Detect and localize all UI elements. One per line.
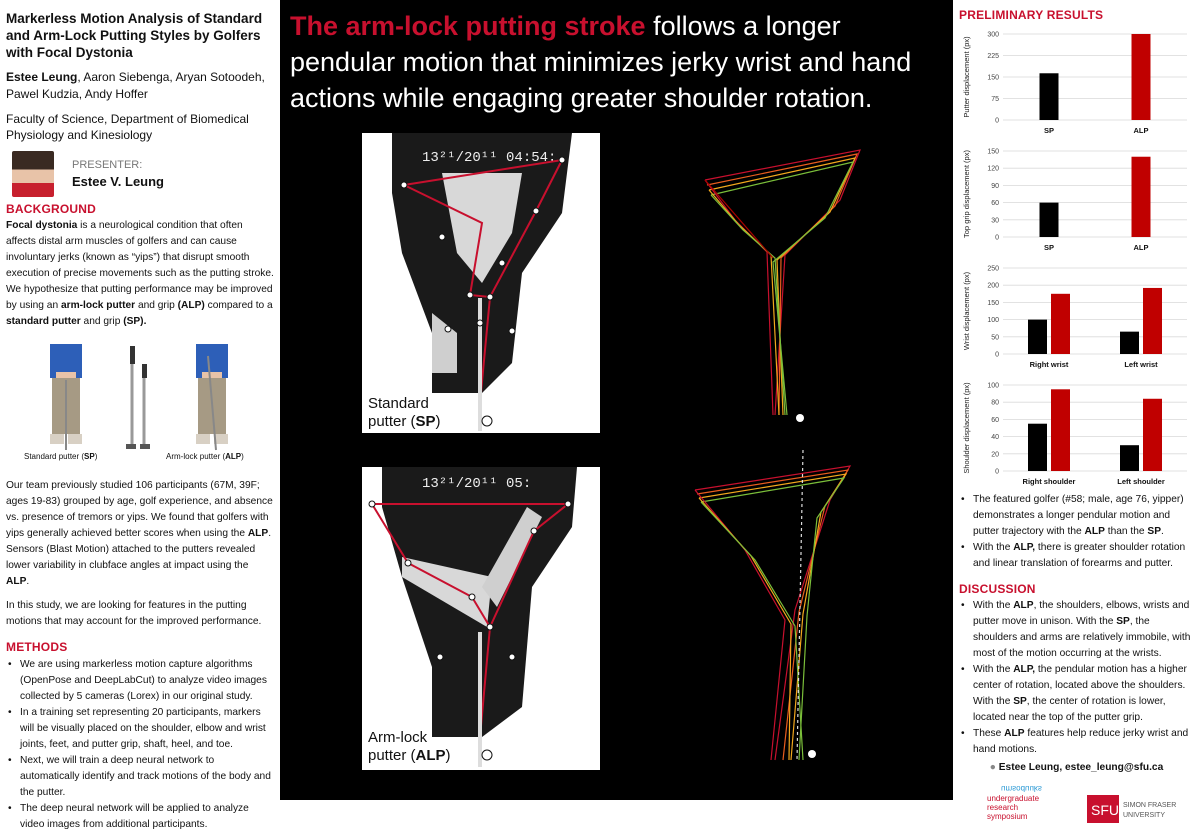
x-tick-label: ALP xyxy=(1133,243,1149,252)
r0-b1: ALP xyxy=(1084,526,1105,537)
methods-item: • We are using markerless motion capture algorithms (OpenPose and DeepLabCut) to analyze video images collected by 5 cameras (Lorex) in our original study. xyxy=(6,657,274,705)
results-item xyxy=(959,492,1194,540)
bg2-bold-1: ALP xyxy=(247,528,269,539)
r1-t1: With the xyxy=(973,542,1014,553)
contact-email[interactable]: Estee Leung, estee_leung@sfu.ca xyxy=(998,762,1164,773)
presenter-label: PRESENTER: xyxy=(72,159,143,171)
y-tick-label: 40 xyxy=(991,434,999,442)
bar xyxy=(1120,332,1139,354)
headline xyxy=(290,8,950,116)
putter-photos xyxy=(6,338,274,470)
caption-standard xyxy=(24,452,97,461)
armlock-putter-frame xyxy=(362,467,600,770)
sponsor-logos xyxy=(959,781,1194,831)
x-tick-label: Right shoulder xyxy=(1022,477,1076,486)
methods-item: • In a training set representing 20 participants, markers will be visually placed on the shoulder, elbow and wrist joints, feet, and putter grip, shaft, heel, and toe. xyxy=(6,705,274,753)
bar xyxy=(1120,445,1139,471)
co-authors: , Aaron Siebenga, Aryan Sotoodeh, Pawel Kudzia, Andy Hoffer xyxy=(6,70,265,101)
standard-trajectory-trace xyxy=(675,140,875,430)
background-paragraph-2 xyxy=(6,478,274,590)
y-tick-label: 100 xyxy=(987,317,999,325)
caption-sp-prefix: Standard putter ( xyxy=(24,452,85,461)
y-tick-label: 50 xyxy=(991,334,999,342)
person-icon: ● xyxy=(989,762,996,773)
sfu-name1: SIMON FRASER xyxy=(1123,802,1177,809)
presenter-photo xyxy=(12,151,54,197)
y-tick-label: 120 xyxy=(987,165,999,173)
poster-title: Markerless Motion Analysis of Standard and Arm-Lock Putting Styles by Golfers with Focal Dystonia xyxy=(6,11,263,60)
y-tick-label: 0 xyxy=(995,117,999,125)
headline-accent: The arm-lock putting stroke xyxy=(290,11,646,41)
bar xyxy=(1132,34,1151,120)
standard-skeleton-figure xyxy=(362,133,600,433)
d0-t2: , the shoulders, elbows, wrists and putter move in unison. With the xyxy=(973,600,1190,627)
d2-t2: features help reduce jerky wrist and hand motions. xyxy=(973,728,1189,755)
y-tick-label: 75 xyxy=(991,96,999,103)
golfer-armlock-photo xyxy=(182,342,242,454)
lead-author: Estee Leung xyxy=(6,70,78,84)
x-tick-label: SP xyxy=(1043,243,1055,252)
y-axis-label: Top grip displacement (px) xyxy=(962,150,971,238)
r0-b2: SP xyxy=(1147,526,1161,537)
bar xyxy=(1051,389,1070,471)
left-column xyxy=(0,0,280,830)
methods-list xyxy=(6,657,274,833)
term-sp: (SP). xyxy=(123,316,147,327)
r1-t2: there is greater shoulder rotation and linear translation of forearms and putter. xyxy=(973,542,1186,569)
bg2-text-2: . Sensors (Blast Motion) attached to the putters revealed lower variability in clubface angles at impact using the xyxy=(6,528,272,571)
x-tick-label: Right wrist xyxy=(1029,360,1069,369)
bar-chart xyxy=(959,256,1191,373)
standard-putter-frame xyxy=(362,133,600,433)
y-tick-label: 0 xyxy=(995,351,999,359)
d0-t3: , the shoulders and arms are relatively immobile, with most of the motion occurring at the wrists. xyxy=(973,616,1191,659)
bar-chart xyxy=(959,139,1191,256)
caption-alp-prefix: Arm-lock putter ( xyxy=(166,452,226,461)
term-alp: (ALP) xyxy=(177,300,205,311)
y-tick-label: 250 xyxy=(987,265,999,273)
r0-t2: than the xyxy=(1104,526,1148,537)
armlock-trajectory-trace xyxy=(685,440,885,770)
x-tick-label: SP xyxy=(1043,126,1055,135)
y-tick-label: 80 xyxy=(991,399,999,407)
putters-photo xyxy=(124,342,154,454)
y-tick-label: 225 xyxy=(987,53,999,60)
bar xyxy=(1143,399,1162,471)
d1-b2: SP xyxy=(1013,696,1027,707)
background-heading: BACKGROUND xyxy=(6,202,96,216)
urs-line1: undergraduate xyxy=(987,794,1040,803)
results-item xyxy=(959,540,1194,572)
d1-t1: With the xyxy=(973,664,1014,675)
x-tick-label: Left wrist xyxy=(1124,360,1158,369)
y-tick-label: 60 xyxy=(991,416,999,424)
timestamp-overlay: 13²¹/20¹¹ 04:54: xyxy=(422,150,557,166)
caption-sp-bold: SP xyxy=(84,452,95,461)
sfu-mark: SFU xyxy=(1091,802,1119,818)
sfu-name2: UNIVERSITY xyxy=(1123,812,1166,819)
results-charts xyxy=(959,22,1194,490)
discussion-heading: DISCUSSION xyxy=(959,582,1036,596)
x-tick-label: Left shoulder xyxy=(1117,477,1165,486)
discussion-list xyxy=(959,598,1194,758)
y-tick-label: 0 xyxy=(995,468,999,476)
methods-item: • Next, we will train a deep neural network to automatically identify and track motions of the body and the putter. xyxy=(6,753,274,801)
y-axis-label: Shoulder displacement (px) xyxy=(962,382,971,474)
d1-t3: , the center of rotation is lower, located near the top of the putter grip. xyxy=(973,696,1166,723)
bg-text-2: and grip xyxy=(135,300,178,311)
r0-t1: The featured golfer (#58; male, age 76, yipper) demonstrates a longer pendular motion and putter trajectory with the xyxy=(973,494,1184,537)
author-list xyxy=(6,69,274,103)
y-tick-label: 300 xyxy=(987,31,999,39)
term-focal-dystonia: Focal dystonia xyxy=(6,220,78,231)
discussion-item xyxy=(959,726,1194,758)
bar xyxy=(1040,203,1059,237)
urs-logo xyxy=(987,784,1042,821)
center-panel xyxy=(280,0,953,800)
d0-b2: SP xyxy=(1116,616,1130,627)
urs-mirror-text: umsoduuks xyxy=(1001,784,1042,793)
urs-line3: symposium xyxy=(987,812,1028,821)
alp-label-prefix: putter ( xyxy=(368,747,416,764)
affiliation: Faculty of Science, Department of Biomedical Physiology and Kinesiology xyxy=(6,112,249,142)
d2-b1: ALP xyxy=(1004,728,1025,739)
bar xyxy=(1028,424,1047,471)
background-paragraph-3: In this study, we are looking for features in the putting motions that may account for the improved performance. xyxy=(6,600,262,627)
sp-label-suffix: ) xyxy=(435,413,441,430)
bar-chart xyxy=(959,22,1191,139)
results-list xyxy=(959,492,1194,572)
alp-label-line2 xyxy=(368,747,451,765)
sfu-logo xyxy=(1087,795,1176,823)
urs-line2: research xyxy=(987,803,1019,812)
bg2-text-1: Our team previously studied 106 participants (67M, 39F; ages 19-83) grouped by age, golf experience, and absence vs. presence of tremors or yips. We found that golfers with yips generally achieved better scores when using the xyxy=(6,480,273,539)
y-tick-label: 200 xyxy=(987,282,999,290)
r1-b1: ALP, xyxy=(1013,542,1036,553)
y-tick-label: 150 xyxy=(987,299,999,307)
bar-chart xyxy=(959,373,1191,490)
d2-t1: These xyxy=(973,728,1005,739)
y-tick-label: 150 xyxy=(987,148,999,156)
methods-heading: METHODS xyxy=(6,640,68,654)
golfer-standard-photo xyxy=(36,342,96,454)
alp-label-bold: ALP xyxy=(415,747,446,764)
caption-alp-bold: ALP xyxy=(225,452,242,461)
bar xyxy=(1040,73,1059,120)
term-standard: standard putter xyxy=(6,316,81,327)
right-column xyxy=(953,0,1200,821)
d1-b1: ALP, xyxy=(1013,664,1036,675)
alp-label-suffix: ) xyxy=(445,747,451,764)
y-tick-label: 20 xyxy=(991,451,999,459)
bar xyxy=(1143,288,1162,354)
presenter-name: Estee V. Leung xyxy=(72,174,164,189)
y-tick-label: 90 xyxy=(991,182,999,190)
d1-t2: the pendular motion has a higher center of rotation, located above the shoulders. With the xyxy=(973,664,1187,707)
methods-item: • The deep neural network will be applied to analyze video images from additional participants. xyxy=(6,801,274,833)
y-tick-label: 0 xyxy=(995,234,999,242)
contact-line xyxy=(959,762,1194,773)
y-tick-label: 60 xyxy=(991,200,999,208)
bar xyxy=(1028,320,1047,354)
bg-text-3: compared to a xyxy=(204,300,273,311)
caption-sp-suffix: ) xyxy=(94,452,98,461)
y-axis-label: Putter displacement (px) xyxy=(962,36,971,118)
logos xyxy=(959,781,1194,831)
term-arm-lock: arm-lock putter xyxy=(60,300,136,311)
y-tick-label: 150 xyxy=(987,74,999,82)
discussion-item xyxy=(959,598,1194,662)
discussion-item xyxy=(959,662,1194,726)
sp-label-line1: Standard xyxy=(368,395,429,412)
caption-alp-suffix: ) xyxy=(241,452,244,461)
standard-putter-label xyxy=(368,395,441,431)
bg-text-1: is a neurological condition that often affects distal arm muscles of golfers and can cause involuntary jerks (known as “yips”) that disrupt smooth execution of precise movements such as the putting stroke. We hypothesize that putting performance may be improved by using an xyxy=(6,220,274,311)
sp-label-prefix: putter ( xyxy=(368,413,416,430)
armlock-putter-label xyxy=(368,729,451,765)
bar xyxy=(1132,157,1151,237)
x-tick-label: ALP xyxy=(1133,126,1149,135)
presenter-block xyxy=(6,151,274,197)
d0-b1: ALP xyxy=(1013,600,1034,611)
sp-label-bold: SP xyxy=(415,413,436,430)
sp-label-line2 xyxy=(368,413,441,431)
armlock-skeleton-figure xyxy=(362,467,600,770)
bg2-bold-2: ALP xyxy=(6,576,27,587)
headline-rest: follows a longer pendular motion that minimizes jerky wrist and hand actions while engaging greater shoulder rotation. xyxy=(290,11,912,113)
y-tick-label: 30 xyxy=(991,217,999,225)
r0-t3: . xyxy=(1161,526,1164,537)
d0-t1: With the xyxy=(973,600,1014,611)
y-axis-label: Wrist displacement (px) xyxy=(962,271,971,351)
bar xyxy=(1051,294,1070,354)
alp-label-line1: Arm-lock xyxy=(368,729,428,746)
caption-armlock xyxy=(166,452,244,461)
bg-text-4: and grip xyxy=(80,316,124,327)
bg2-text-3: . xyxy=(26,576,30,587)
y-tick-label: 100 xyxy=(987,382,999,390)
results-heading: PRELIMINARY RESULTS xyxy=(959,8,1104,22)
background-paragraph-1 xyxy=(6,218,274,330)
timestamp-overlay: 13²¹/20¹¹ 05: xyxy=(422,476,532,492)
